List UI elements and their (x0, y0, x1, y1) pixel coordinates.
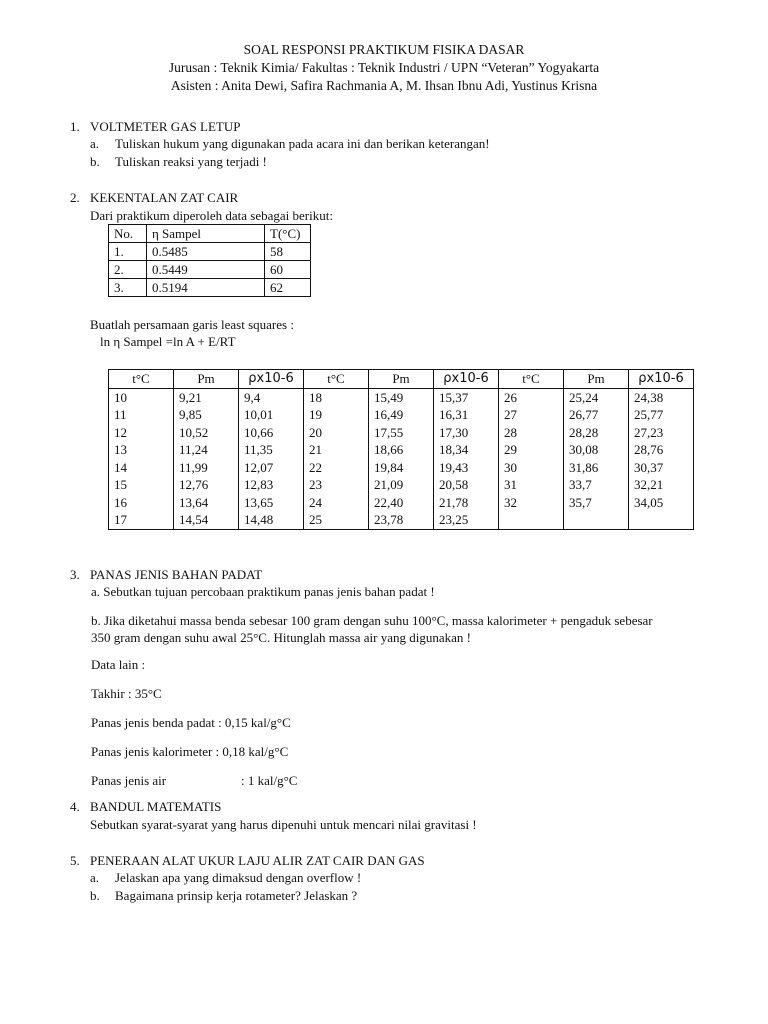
viscosity-table-header (109, 225, 311, 243)
table-header-cell: ρx10-6 (629, 370, 694, 389)
table-cell: 16,49 (369, 406, 434, 424)
table-cell: 11,99 (174, 459, 239, 477)
q3-title: PANAS JENIS BAHAN PADAT (90, 567, 263, 582)
table-cell: 35,7 (564, 494, 629, 512)
table-row (109, 406, 694, 424)
table-cell: 62 (265, 279, 311, 297)
table-cell: 31,86 (564, 459, 629, 477)
table-cell: 27 (499, 406, 564, 424)
table-header-cell: ρx10-6 (434, 370, 499, 389)
table-header-cell: Pm (174, 370, 239, 389)
table-cell: 60 (265, 261, 311, 279)
table-cell: 11 (109, 406, 174, 424)
table-cell: 27,23 (629, 424, 694, 442)
table-cell: 30,08 (564, 441, 629, 459)
table-cell: 10,52 (174, 424, 239, 442)
table-cell: 10,01 (239, 406, 304, 424)
table-cell: 32 (499, 494, 564, 512)
table-row (109, 441, 694, 459)
table-cell: 25,24 (564, 388, 629, 406)
table-cell: 14,54 (174, 511, 239, 529)
table-header-cell: t°C (109, 370, 174, 389)
table-cell: 32,21 (629, 476, 694, 494)
table-row (109, 279, 311, 297)
q3-takhir: Takhir : 35°C (91, 686, 162, 701)
table-cell: 23 (304, 476, 369, 494)
q2-number: 2. (70, 190, 80, 205)
q3-pj-air-label: Panas jenis air (91, 773, 167, 788)
table-cell: 34,05 (629, 494, 694, 512)
table-cell: 19,43 (434, 459, 499, 477)
table-cell: 17,55 (369, 424, 434, 442)
table-cell: 26,77 (564, 406, 629, 424)
density-table (108, 369, 694, 530)
q2-instruction: Buatlah persamaan garis least squares : (90, 317, 294, 332)
table-header-cell: t°C (499, 370, 564, 389)
viscosity-table (108, 224, 311, 297)
table-cell: 9,21 (174, 388, 239, 406)
table-cell: 10 (109, 388, 174, 406)
table-cell: 12,76 (174, 476, 239, 494)
table-cell: 15,37 (434, 388, 499, 406)
table-cell: 58 (265, 243, 311, 261)
table-cell: 28 (499, 424, 564, 442)
table-cell: 30,37 (629, 459, 694, 477)
table-cell: 25,77 (629, 406, 694, 424)
table-cell: 20,58 (434, 476, 499, 494)
document-header (0, 41, 768, 95)
table-cell: 19 (304, 406, 369, 424)
q1-a-label: a. (90, 136, 100, 151)
table-cell: 31 (499, 476, 564, 494)
q1-b-text: Tuliskan reaksi yang terjadi ! (115, 154, 267, 169)
table-cell: 23,78 (369, 511, 434, 529)
q3-b-text-1: b. Jika diketahui massa benda sebesar 100 gram dengan suhu 100°C, massa kalorimeter + pengaduk sebesar (91, 613, 653, 628)
q3-pj-kalorimeter: Panas jenis kalorimeter : 0,18 kal/g°C (91, 744, 289, 759)
q2-intro: Dari praktikum diperoleh data sebagai berikut: (90, 208, 333, 223)
table-row (109, 261, 311, 279)
table-cell: 14,48 (239, 511, 304, 529)
table-cell: 0.5194 (147, 279, 265, 297)
table-cell: 21,78 (434, 494, 499, 512)
q4-title: BANDUL MATEMATIS (90, 799, 222, 814)
table-cell: 0.5449 (147, 261, 265, 279)
table-row (109, 424, 694, 442)
table-cell: 26 (499, 388, 564, 406)
q3-number: 3. (70, 567, 80, 582)
table-cell: 12,83 (239, 476, 304, 494)
table-cell: 3. (109, 279, 147, 297)
table-header-cell: t°C (304, 370, 369, 389)
table-cell: 12 (109, 424, 174, 442)
table-cell: 29 (499, 441, 564, 459)
table-cell: 19,84 (369, 459, 434, 477)
table-cell: 14 (109, 459, 174, 477)
q1-number: 1. (70, 119, 80, 134)
table-cell: 18 (304, 388, 369, 406)
q5-b-label: b. (90, 888, 100, 903)
document-title: SOAL RESPONSI PRAKTIKUM FISIKA DASAR (243, 42, 525, 57)
q1-a-text: Tuliskan hukum yang digunakan pada acara ini dan berikan keterangan! (115, 136, 490, 151)
table-cell: 0.5485 (147, 243, 265, 261)
department-line: Jurusan : Teknik Kimia/ Fakultas : Teknik Industri / UPN “Veteran” Yogyakarta (168, 60, 600, 75)
q4-text: Sebutkan syarat-syarat yang harus dipenuhi untuk mencari nilai gravitasi ! (90, 817, 477, 832)
table-header-cell: T(°C) (265, 225, 311, 243)
q3-a-text: a. Sebutkan tujuan percobaan praktikum panas jenis bahan padat ! (91, 584, 435, 599)
table-cell (499, 511, 564, 529)
table-header-cell: Pm (564, 370, 629, 389)
q2-equation: ln η Sampel =ln A + E/RT (100, 334, 236, 349)
q5-a-label: a. (90, 870, 100, 885)
table-cell: 28,28 (564, 424, 629, 442)
table-cell: 33,7 (564, 476, 629, 494)
assistants-line: Asisten : Anita Dewi, Safira Rachmania A, M. Ihsan Ibnu Adi, Yustinus Krisna (170, 78, 598, 93)
table-cell: 24 (304, 494, 369, 512)
table-row (109, 243, 311, 261)
table-cell: 9,85 (174, 406, 239, 424)
table-row (109, 459, 694, 477)
table-cell: 17,30 (434, 424, 499, 442)
table-row (109, 494, 694, 512)
table-cell: 20 (304, 424, 369, 442)
table-cell: 13 (109, 441, 174, 459)
density-table-header (109, 370, 694, 389)
table-cell: 18,66 (369, 441, 434, 459)
q5-number: 5. (70, 853, 80, 868)
table-cell: 15,49 (369, 388, 434, 406)
table-cell: 18,34 (434, 441, 499, 459)
q5-b-text: Bagaimana prinsip kerja rotameter? Jelaskan ? (115, 888, 358, 903)
table-cell: 12,07 (239, 459, 304, 477)
table-cell: 24,38 (629, 388, 694, 406)
table-cell: 30 (499, 459, 564, 477)
table-header-cell: ρx10-6 (239, 370, 304, 389)
table-cell: 15 (109, 476, 174, 494)
q5-title: PENERAAN ALAT UKUR LAJU ALIR ZAT CAIR DAN GAS (90, 853, 425, 868)
table-cell: 2. (109, 261, 147, 279)
table-header-cell: No. (109, 225, 147, 243)
table-cell: 16 (109, 494, 174, 512)
table-row (109, 511, 694, 529)
table-cell: 16,31 (434, 406, 499, 424)
table-cell: 25 (304, 511, 369, 529)
table-row (109, 476, 694, 494)
q1-title: VOLTMETER GAS LETUP (90, 119, 241, 134)
q3-b-text-2: 350 gram dengan suhu awal 25°C. Hitunglah massa air yang digunakan ! (91, 630, 471, 645)
table-cell: 11,24 (174, 441, 239, 459)
table-cell: 9,4 (239, 388, 304, 406)
table-header-cell: η Sampel (147, 225, 265, 243)
table-cell: 21 (304, 441, 369, 459)
table-cell: 11,35 (239, 441, 304, 459)
table-cell: 21,09 (369, 476, 434, 494)
q3-pj-air-value: : 1 kal/g°C (241, 773, 298, 788)
table-cell: 17 (109, 511, 174, 529)
table-cell: 23,25 (434, 511, 499, 529)
table-cell (629, 511, 694, 529)
table-cell: 28,76 (629, 441, 694, 459)
q2-title: KEKENTALAN ZAT CAIR (90, 190, 239, 205)
table-cell (564, 511, 629, 529)
table-header-cell: Pm (369, 370, 434, 389)
table-row (109, 388, 694, 406)
table-cell: 13,65 (239, 494, 304, 512)
table-cell: 10,66 (239, 424, 304, 442)
table-cell: 22,40 (369, 494, 434, 512)
table-cell: 1. (109, 243, 147, 261)
table-cell: 22 (304, 459, 369, 477)
q3-pj-benda: Panas jenis benda padat : 0,15 kal/g°C (91, 715, 291, 730)
q1-b-label: b. (90, 154, 100, 169)
q4-number: 4. (70, 799, 80, 814)
table-cell: 13,64 (174, 494, 239, 512)
q5-a-text: Jelaskan apa yang dimaksud dengan overflow ! (115, 870, 362, 885)
q3-data-lain: Data lain : (91, 657, 146, 672)
